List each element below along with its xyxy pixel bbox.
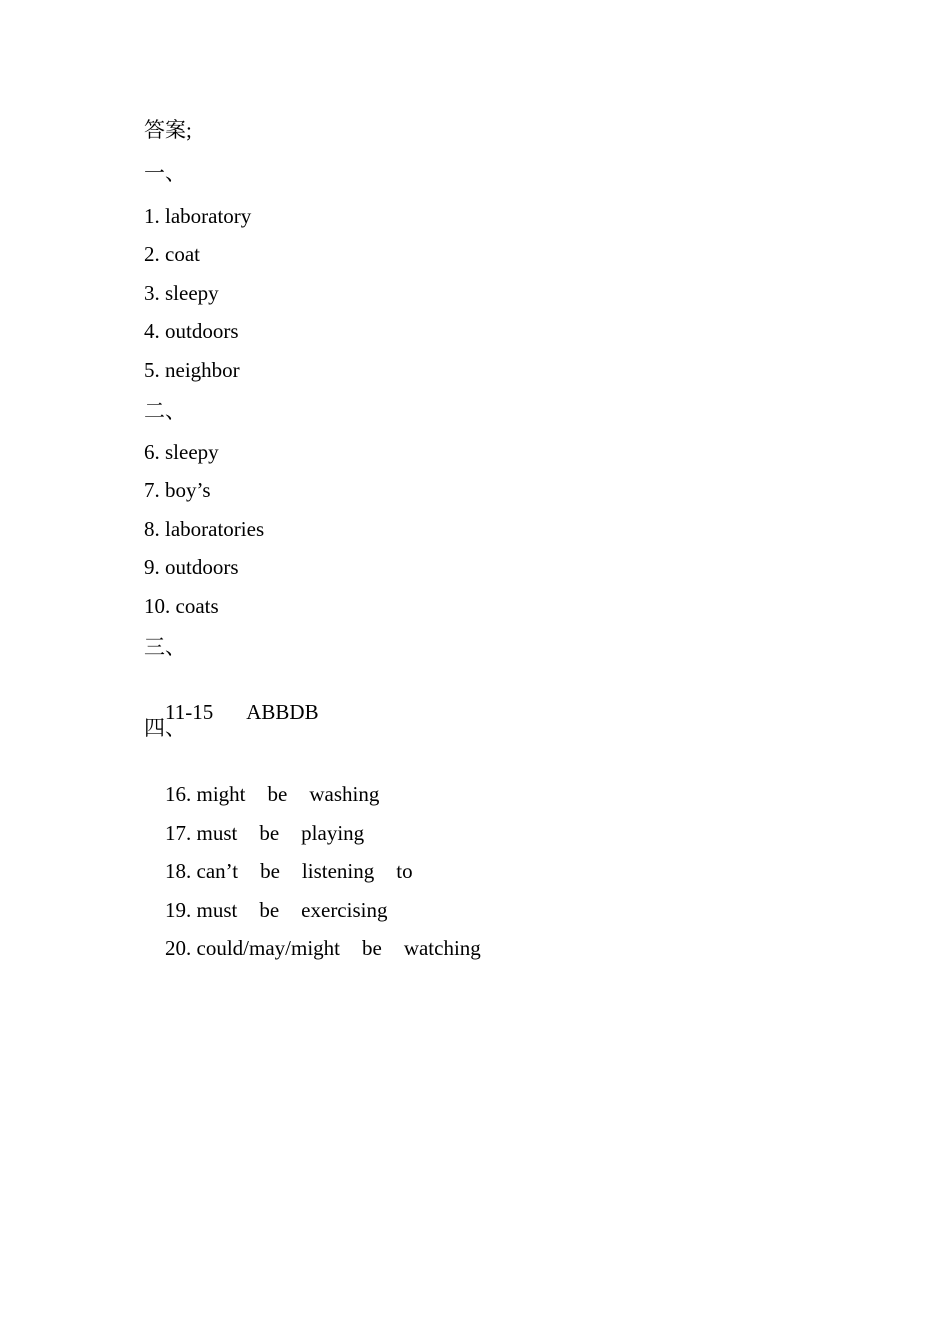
answer-item: 5. neighbor bbox=[144, 358, 240, 382]
answer-item: 3. sleepy bbox=[144, 281, 219, 305]
answer-word: be bbox=[260, 859, 280, 883]
answer-word: playing bbox=[301, 821, 365, 845]
section-1-heading: 一、 bbox=[144, 161, 186, 185]
answer-item: 9. outdoors bbox=[144, 555, 239, 579]
answer-item: 8. laboratories bbox=[144, 517, 265, 541]
answer-word: be bbox=[267, 782, 288, 806]
answer-word: be bbox=[259, 898, 280, 922]
answer-word: can’t bbox=[196, 859, 239, 883]
answer-item: 1. laboratory bbox=[144, 204, 252, 228]
item-number: 16. bbox=[165, 782, 192, 806]
answer-range: 11-15 bbox=[165, 700, 214, 724]
answer-word: to bbox=[396, 859, 413, 883]
answer-word: exercising bbox=[301, 898, 388, 922]
answer-item: 7. boy’s bbox=[144, 478, 211, 502]
answer-item: 4. outdoors bbox=[144, 319, 239, 343]
answer-word: might bbox=[196, 782, 246, 806]
answer-word: washing bbox=[309, 782, 380, 806]
section-3-heading: 三、 bbox=[144, 635, 186, 659]
item-number: 17. bbox=[165, 821, 192, 845]
answer-letters: ABBDB bbox=[246, 700, 319, 724]
answer-word: must bbox=[196, 821, 238, 845]
item-number: 19. bbox=[165, 898, 192, 922]
answer-item: 6. sleepy bbox=[144, 440, 219, 464]
answer-item: 10. coats bbox=[144, 594, 219, 618]
item-number: 20. bbox=[165, 936, 192, 960]
answer-word: be bbox=[361, 936, 382, 960]
section-4-heading: 四、 bbox=[144, 716, 186, 740]
answer-item: 2. coat bbox=[144, 242, 200, 266]
answer-word: watching bbox=[403, 936, 481, 960]
answer-item bbox=[144, 912, 481, 984]
answer-word: listening bbox=[301, 859, 375, 883]
section-2-heading: 二、 bbox=[144, 399, 186, 423]
page-title: 答案; bbox=[144, 118, 192, 142]
item-number: 18. bbox=[165, 859, 192, 883]
answer-word: could/may/might bbox=[196, 936, 340, 960]
answer-word: must bbox=[196, 898, 238, 922]
answer-word: be bbox=[259, 821, 280, 845]
